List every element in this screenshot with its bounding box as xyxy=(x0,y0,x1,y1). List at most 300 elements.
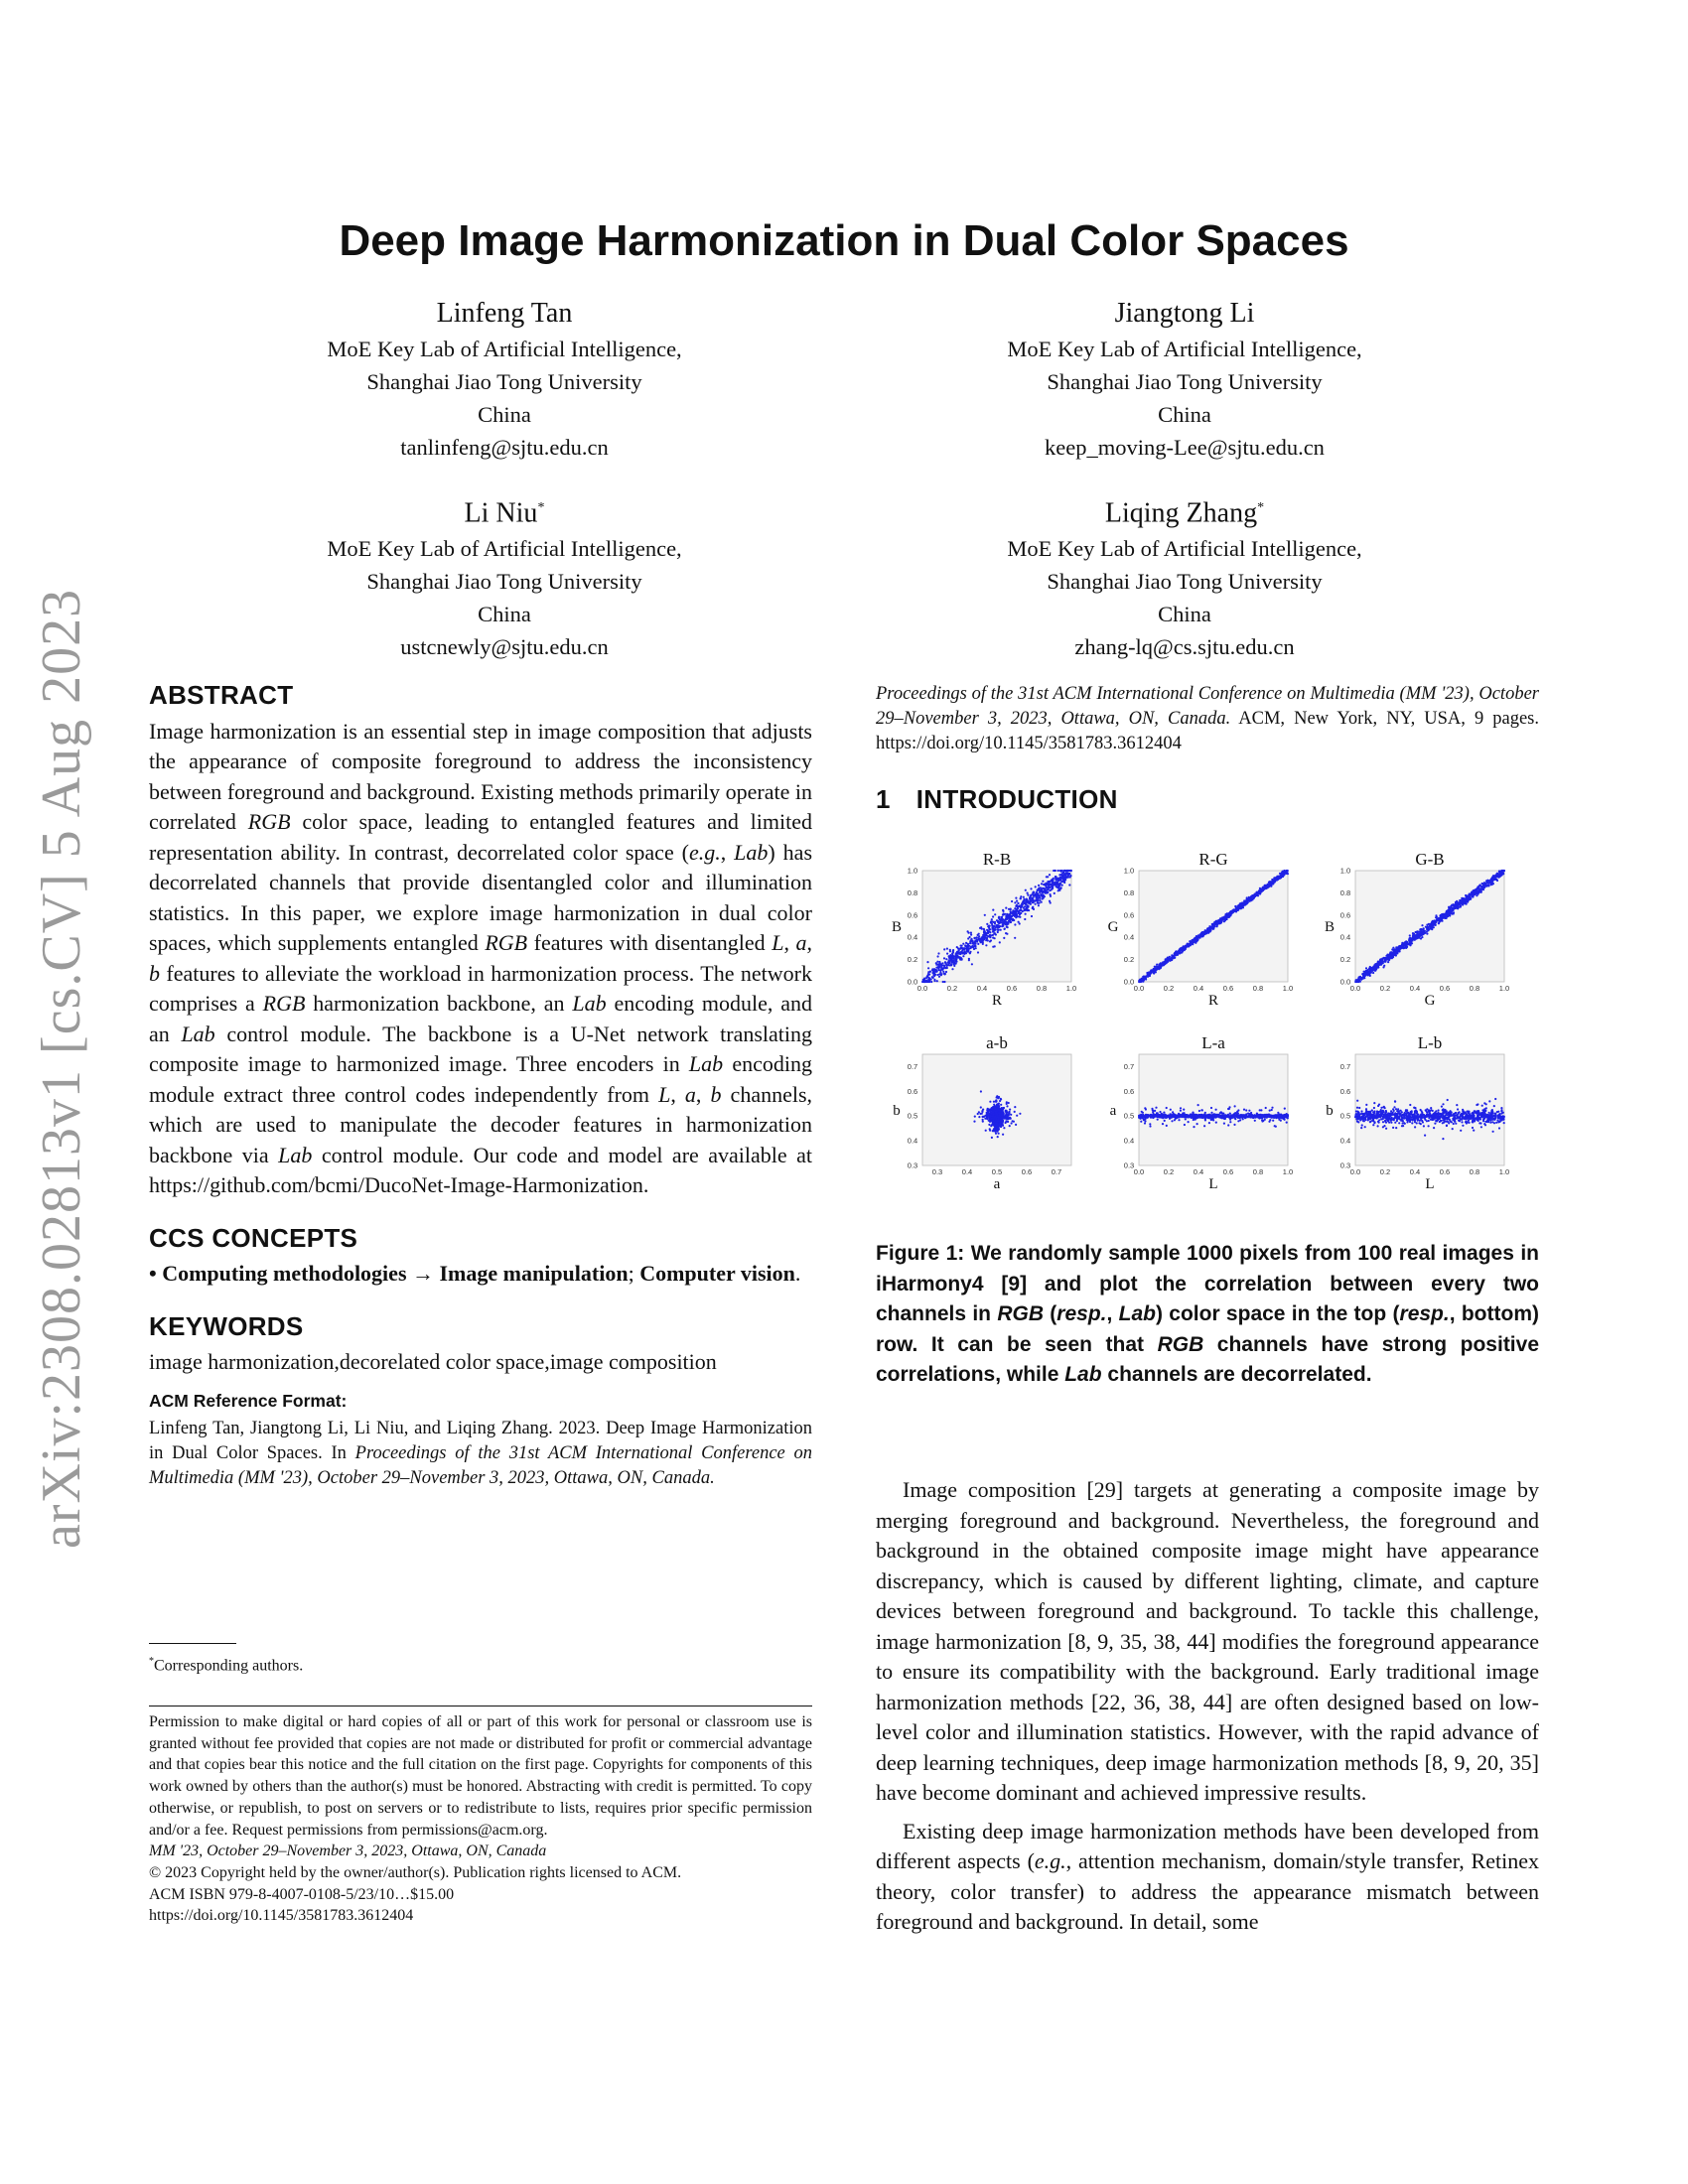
data-point xyxy=(1421,936,1423,938)
data-point xyxy=(1380,963,1382,965)
data-point xyxy=(1193,1119,1195,1121)
data-point xyxy=(1166,959,1168,961)
data-point xyxy=(1190,941,1192,943)
data-point xyxy=(945,971,947,973)
data-point xyxy=(1008,919,1010,921)
data-point xyxy=(1027,892,1029,894)
data-point xyxy=(991,1124,993,1126)
data-point xyxy=(1480,890,1482,892)
data-point xyxy=(1008,1102,1010,1104)
data-point xyxy=(1207,932,1209,934)
data-point xyxy=(1027,901,1029,903)
data-point xyxy=(1470,897,1472,899)
data-point xyxy=(1281,873,1283,875)
data-point xyxy=(1012,913,1014,915)
author-name: Liqing Zhang xyxy=(1104,497,1258,529)
author-country: China xyxy=(1158,602,1211,627)
data-point xyxy=(1499,870,1501,872)
data-point xyxy=(1006,1105,1008,1107)
data-point xyxy=(1477,886,1478,887)
data-point xyxy=(994,1108,996,1110)
x-tick-label: 0.3 xyxy=(931,1167,943,1176)
data-point xyxy=(994,1116,996,1118)
data-point xyxy=(1268,882,1270,884)
data-point xyxy=(998,1096,1000,1098)
data-point xyxy=(1384,961,1386,963)
data-point xyxy=(922,979,924,981)
data-point xyxy=(927,971,929,973)
data-point xyxy=(1048,888,1050,890)
y-tick-label: 0.5 xyxy=(907,1111,918,1121)
data-point xyxy=(936,961,938,963)
data-point xyxy=(970,934,972,936)
data-point xyxy=(1406,946,1408,948)
data-point xyxy=(1070,870,1072,872)
data-point xyxy=(1498,877,1500,879)
data-point xyxy=(1030,894,1032,896)
data-point xyxy=(1061,885,1063,887)
data-point xyxy=(1256,891,1258,893)
data-point xyxy=(1011,900,1013,902)
data-point xyxy=(1154,969,1156,971)
data-point xyxy=(1145,1118,1147,1120)
data-point xyxy=(984,932,986,934)
data-point xyxy=(981,936,983,938)
data-point xyxy=(1235,1112,1237,1114)
data-point xyxy=(996,1128,998,1130)
data-point xyxy=(1018,921,1020,923)
data-point xyxy=(1216,925,1218,927)
data-point xyxy=(1452,907,1454,909)
data-point xyxy=(1161,964,1163,966)
data-point xyxy=(961,951,963,953)
data-point xyxy=(985,934,987,936)
data-point xyxy=(967,937,969,939)
data-point xyxy=(1497,874,1499,876)
data-point xyxy=(1146,975,1148,977)
data-point xyxy=(963,948,965,950)
data-point xyxy=(937,968,939,970)
data-point xyxy=(1449,908,1451,910)
x-tick-label: 0.6 xyxy=(1021,1167,1033,1176)
data-point xyxy=(1260,887,1262,889)
author-block-2 xyxy=(907,295,1463,464)
data-point xyxy=(1465,902,1467,904)
left-column xyxy=(149,680,812,1491)
data-point xyxy=(1233,909,1235,911)
data-point xyxy=(1002,1134,1004,1136)
data-point xyxy=(1043,894,1045,896)
author-country: China xyxy=(1158,402,1211,427)
data-point xyxy=(1412,932,1414,934)
data-point xyxy=(933,971,935,973)
data-point xyxy=(951,960,953,962)
data-point xyxy=(1377,964,1379,966)
author-email[interactable]: keep_moving-Lee@sjtu.edu.cn xyxy=(1045,435,1325,460)
data-point xyxy=(1140,1121,1142,1123)
data-point xyxy=(943,948,945,950)
data-point xyxy=(1468,899,1470,901)
acm-ref-continued: Proceedings of the 31st ACM International Conference on Multimedia (MM '23), October 29–November 3, 2023, Ottawa, ON, Canada. ACM, New York, NY, USA, 9 pages. https://doi.org/10.1145/3581783.3612404 xyxy=(876,684,1539,753)
y-axis-label: B xyxy=(891,919,903,935)
data-point xyxy=(1426,933,1428,935)
data-point xyxy=(1153,972,1155,974)
data-point xyxy=(1455,907,1457,909)
data-point xyxy=(1220,1111,1222,1113)
data-point xyxy=(1432,926,1434,928)
data-point xyxy=(969,942,971,944)
data-point xyxy=(974,1116,976,1118)
x-tick-label: 0.2 xyxy=(946,984,958,993)
data-point xyxy=(996,1122,998,1124)
data-point xyxy=(1003,921,1005,923)
data-point xyxy=(991,1115,993,1117)
data-point xyxy=(1392,947,1394,949)
data-point xyxy=(928,973,930,975)
data-point xyxy=(1005,907,1007,909)
data-point xyxy=(1038,904,1040,906)
data-point xyxy=(1159,1111,1161,1113)
x-axis-label: R xyxy=(1207,993,1219,1009)
data-point xyxy=(1058,886,1060,887)
data-point xyxy=(1240,905,1242,907)
data-point xyxy=(1023,896,1025,898)
data-point xyxy=(1272,1120,1274,1122)
data-point xyxy=(1271,1107,1273,1109)
y-tick-label: 1.0 xyxy=(907,866,918,876)
data-point xyxy=(973,948,975,950)
data-point xyxy=(1219,922,1221,924)
data-point xyxy=(978,933,980,935)
data-point xyxy=(1398,945,1400,947)
data-point xyxy=(1434,921,1436,923)
data-point xyxy=(936,980,938,982)
x-tick-label: 0.8 xyxy=(1252,1167,1264,1176)
data-point xyxy=(989,931,991,933)
data-point xyxy=(1061,873,1063,875)
data-point xyxy=(1438,922,1440,924)
data-point xyxy=(1002,910,1004,912)
data-point xyxy=(1363,971,1365,973)
data-point xyxy=(1067,873,1069,875)
x-tick-label: 0.0 xyxy=(1133,984,1145,993)
data-point xyxy=(952,957,954,959)
x-tick-label: 0.0 xyxy=(1133,1167,1145,1176)
data-point xyxy=(952,962,954,964)
data-point xyxy=(1014,923,1016,925)
data-point xyxy=(967,943,969,945)
data-point xyxy=(997,1116,999,1118)
data-point xyxy=(1020,897,1022,899)
data-point xyxy=(1027,894,1029,896)
data-point xyxy=(1476,894,1477,896)
data-point xyxy=(996,1105,998,1107)
data-point xyxy=(1388,955,1390,957)
data-point xyxy=(1283,874,1285,876)
data-point xyxy=(1419,928,1421,930)
data-point xyxy=(1015,916,1017,918)
data-point xyxy=(981,938,983,940)
data-point xyxy=(1265,1107,1267,1109)
data-point xyxy=(1492,875,1494,877)
x-tick-label: 0.0 xyxy=(1349,984,1361,993)
data-point xyxy=(1033,891,1035,893)
data-point xyxy=(1186,946,1188,948)
data-point xyxy=(1179,952,1181,954)
data-point xyxy=(1277,1112,1279,1114)
data-point xyxy=(1199,935,1201,937)
data-point xyxy=(1271,1116,1273,1118)
y-tick-label: 0.3 xyxy=(1123,1160,1135,1170)
y-tick-label: 0.4 xyxy=(907,1136,918,1146)
data-point xyxy=(1278,876,1280,878)
data-point xyxy=(1024,909,1026,911)
x-tick-label: 0.8 xyxy=(1469,984,1480,993)
x-tick-label: 1.0 xyxy=(1282,1167,1294,1176)
data-point xyxy=(1057,884,1059,886)
data-point xyxy=(1003,937,1005,939)
data-point xyxy=(1409,941,1411,943)
data-point xyxy=(1049,874,1051,876)
data-point xyxy=(1444,916,1446,918)
data-point xyxy=(1180,1107,1182,1109)
data-point xyxy=(1009,1111,1011,1113)
x-tick-label: 0.4 xyxy=(976,984,988,993)
keywords-heading: KEYWORDS xyxy=(149,1310,304,1341)
data-point xyxy=(1002,1125,1004,1127)
data-point xyxy=(1250,895,1252,897)
data-point xyxy=(1462,902,1464,904)
scatter-panel-l-a xyxy=(1110,1033,1294,1192)
data-point xyxy=(1023,898,1025,900)
data-point xyxy=(1250,1112,1252,1114)
data-point xyxy=(1174,1119,1176,1121)
figure-1-scatter-grid xyxy=(887,849,1532,1216)
data-point xyxy=(1042,887,1044,889)
data-point xyxy=(958,956,960,958)
data-point xyxy=(1192,943,1194,945)
data-point xyxy=(1139,979,1141,981)
data-point xyxy=(951,953,953,955)
data-point xyxy=(945,958,947,960)
data-point xyxy=(1438,917,1440,919)
data-point xyxy=(1000,1108,1002,1110)
data-point xyxy=(1007,1116,1009,1118)
author-country: China xyxy=(478,602,531,627)
data-point xyxy=(1385,958,1387,960)
y-tick-label: 0.6 xyxy=(1339,910,1351,920)
x-tick-label: 0.7 xyxy=(1051,1167,1062,1176)
data-point xyxy=(1037,889,1039,891)
data-point xyxy=(1053,879,1055,881)
y-tick-label: 0.2 xyxy=(1123,955,1135,965)
data-point xyxy=(1154,966,1156,968)
data-point xyxy=(1041,883,1043,885)
data-point xyxy=(1059,879,1061,881)
data-point xyxy=(973,937,975,939)
data-point xyxy=(1422,931,1424,933)
data-point xyxy=(1000,1104,1002,1106)
data-point xyxy=(1054,892,1055,894)
author-affiliation: MoE Key Lab of Artificial Intelligence, xyxy=(327,337,682,361)
data-point xyxy=(1004,928,1006,930)
y-axis-label: B xyxy=(1324,919,1336,935)
data-point xyxy=(986,929,988,931)
data-point xyxy=(1007,914,1009,916)
data-point xyxy=(1215,1109,1217,1111)
data-point xyxy=(1269,1119,1271,1121)
data-point xyxy=(1449,911,1451,913)
data-point xyxy=(1454,903,1456,905)
data-point xyxy=(955,956,957,958)
data-point xyxy=(1226,912,1228,914)
data-point xyxy=(1356,979,1358,981)
data-point xyxy=(1014,937,1016,939)
data-point xyxy=(1469,893,1471,895)
data-point xyxy=(1142,980,1144,982)
x-tick-label: 1.0 xyxy=(1065,984,1077,993)
data-point xyxy=(1486,880,1488,882)
data-point xyxy=(1280,1120,1282,1122)
data-point xyxy=(969,952,971,954)
data-point xyxy=(1383,965,1385,967)
data-point xyxy=(1025,913,1027,915)
data-point xyxy=(946,948,948,950)
data-point xyxy=(942,981,944,983)
data-point xyxy=(1237,1120,1239,1122)
data-point xyxy=(1365,967,1367,969)
data-point xyxy=(1013,910,1015,912)
data-point xyxy=(1223,1123,1225,1125)
data-point xyxy=(1035,899,1037,901)
data-point xyxy=(1006,1103,1008,1105)
data-point xyxy=(964,944,966,946)
data-point xyxy=(1045,885,1047,887)
data-point xyxy=(992,928,994,930)
x-tick-label: 0.4 xyxy=(1409,984,1421,993)
author-university: Shanghai Jiao Tong University xyxy=(1047,569,1323,595)
copyright-line: © 2023 Copyright held by the owner/author(s). Publication rights licensed to ACM. xyxy=(149,1863,682,1881)
data-point xyxy=(1027,905,1029,907)
data-point xyxy=(1369,967,1371,969)
data-point xyxy=(1209,929,1211,931)
data-point xyxy=(960,945,962,947)
data-point xyxy=(938,976,940,978)
data-point xyxy=(1367,973,1369,975)
data-point xyxy=(1381,957,1383,959)
data-point xyxy=(978,935,980,937)
data-point xyxy=(1460,902,1462,904)
data-point xyxy=(1141,1111,1143,1113)
x-tick-label: 0.6 xyxy=(1222,984,1234,993)
data-point xyxy=(995,1133,997,1135)
acm-ref-heading: ACM Reference Format: xyxy=(149,1390,348,1411)
author-email[interactable]: zhang-lq@cs.sjtu.edu.cn xyxy=(1074,634,1295,660)
data-point xyxy=(995,1101,997,1103)
data-point xyxy=(945,964,947,966)
data-point xyxy=(963,950,965,952)
data-point xyxy=(989,1128,991,1130)
y-tick-label: 0.8 xyxy=(1123,887,1135,897)
data-point xyxy=(1193,1126,1195,1128)
panel-title: G-B xyxy=(1415,850,1445,869)
data-point xyxy=(1414,936,1416,938)
author-block-1 xyxy=(226,295,782,464)
data-point xyxy=(1451,904,1453,906)
data-point xyxy=(984,914,986,916)
data-point xyxy=(1042,897,1044,899)
data-point xyxy=(942,971,944,973)
data-point xyxy=(1033,908,1035,910)
data-point xyxy=(1052,887,1054,889)
intro-heading: 1 INTRODUCTION xyxy=(876,784,1118,814)
author-email[interactable]: tanlinfeng@sjtu.edu.cn xyxy=(400,435,609,460)
data-point xyxy=(1284,1108,1286,1110)
author-affiliation: MoE Key Lab of Artificial Intelligence, xyxy=(1007,337,1362,361)
data-point xyxy=(1025,889,1027,891)
abstract-text: Image harmonization is an essential step in image composition that adjusts the appearance of composite foreground to address the inconsistency between foreground and background. Existing methods primarily operate in correlated RGB color space, leading to entangled features and limited representation ability. In contrast, decorrelated color space (e.g., Lab) has decorrelated channels that provide disentangled color and illumination statistics. In this paper, we explore image harmonization in dual color spaces, which supplements entangled RGB features with disentangled L, a, b features to alleviate the workload in harmonization process. The network comprises a RGB harmonization backbone, an Lab encoding module, and an Lab control module. The backbone is a U-Net network translating composite image to harmonized image. Three encoders in Lab encoding module extract three control codes independently from L, a, b channels, which are used to manipulate the decoder features in harmonization backbone via Lab control module. Our code and model are available at https://github.com/bcmi/DucoNet-Image-Harmonization. xyxy=(149,718,813,1197)
data-point xyxy=(943,957,945,959)
data-point xyxy=(1055,886,1057,887)
data-point xyxy=(1411,939,1413,941)
data-point xyxy=(961,959,963,961)
data-point xyxy=(987,939,989,941)
data-point xyxy=(991,1108,993,1110)
data-point xyxy=(1447,914,1449,916)
data-point xyxy=(1472,889,1474,891)
data-point xyxy=(990,939,992,941)
y-axis-label: a xyxy=(1109,1103,1117,1119)
data-point xyxy=(1152,969,1154,971)
data-point xyxy=(1066,876,1068,878)
x-tick-label: 1.0 xyxy=(1282,984,1294,993)
data-point xyxy=(989,1101,991,1103)
corresponding-mark: * xyxy=(1257,500,1265,515)
x-tick-label: 0.2 xyxy=(1379,984,1391,993)
data-point xyxy=(1006,926,1008,928)
data-point xyxy=(1002,925,1004,927)
doi-line[interactable]: https://doi.org/10.1145/3581783.3612404 xyxy=(149,1907,414,1925)
data-point xyxy=(940,973,942,975)
data-point xyxy=(1016,904,1018,906)
data-point xyxy=(999,941,1001,943)
x-axis-label: L xyxy=(1208,1176,1218,1192)
data-point xyxy=(1216,921,1218,923)
data-point xyxy=(1204,1118,1206,1120)
data-point xyxy=(1146,972,1148,974)
scatter-panel-g-b xyxy=(1325,850,1509,1009)
data-point xyxy=(1457,905,1459,907)
data-point xyxy=(942,964,944,966)
data-point xyxy=(1166,961,1168,963)
data-point xyxy=(1142,976,1144,978)
data-point xyxy=(1260,890,1262,892)
data-point xyxy=(1237,905,1239,907)
data-point xyxy=(962,955,964,957)
data-point xyxy=(1409,934,1411,936)
data-point xyxy=(1188,1121,1190,1123)
data-point xyxy=(983,928,985,930)
data-point xyxy=(1039,902,1041,904)
data-point xyxy=(991,1137,993,1139)
y-tick-label: 0.2 xyxy=(1339,955,1351,965)
data-point xyxy=(1039,889,1041,891)
data-point xyxy=(1417,931,1419,933)
author-email[interactable]: ustcnewly@sjtu.edu.cn xyxy=(400,634,609,660)
data-point xyxy=(1048,887,1050,888)
author-university: Shanghai Jiao Tong University xyxy=(1047,369,1323,394)
data-point xyxy=(1441,915,1443,917)
